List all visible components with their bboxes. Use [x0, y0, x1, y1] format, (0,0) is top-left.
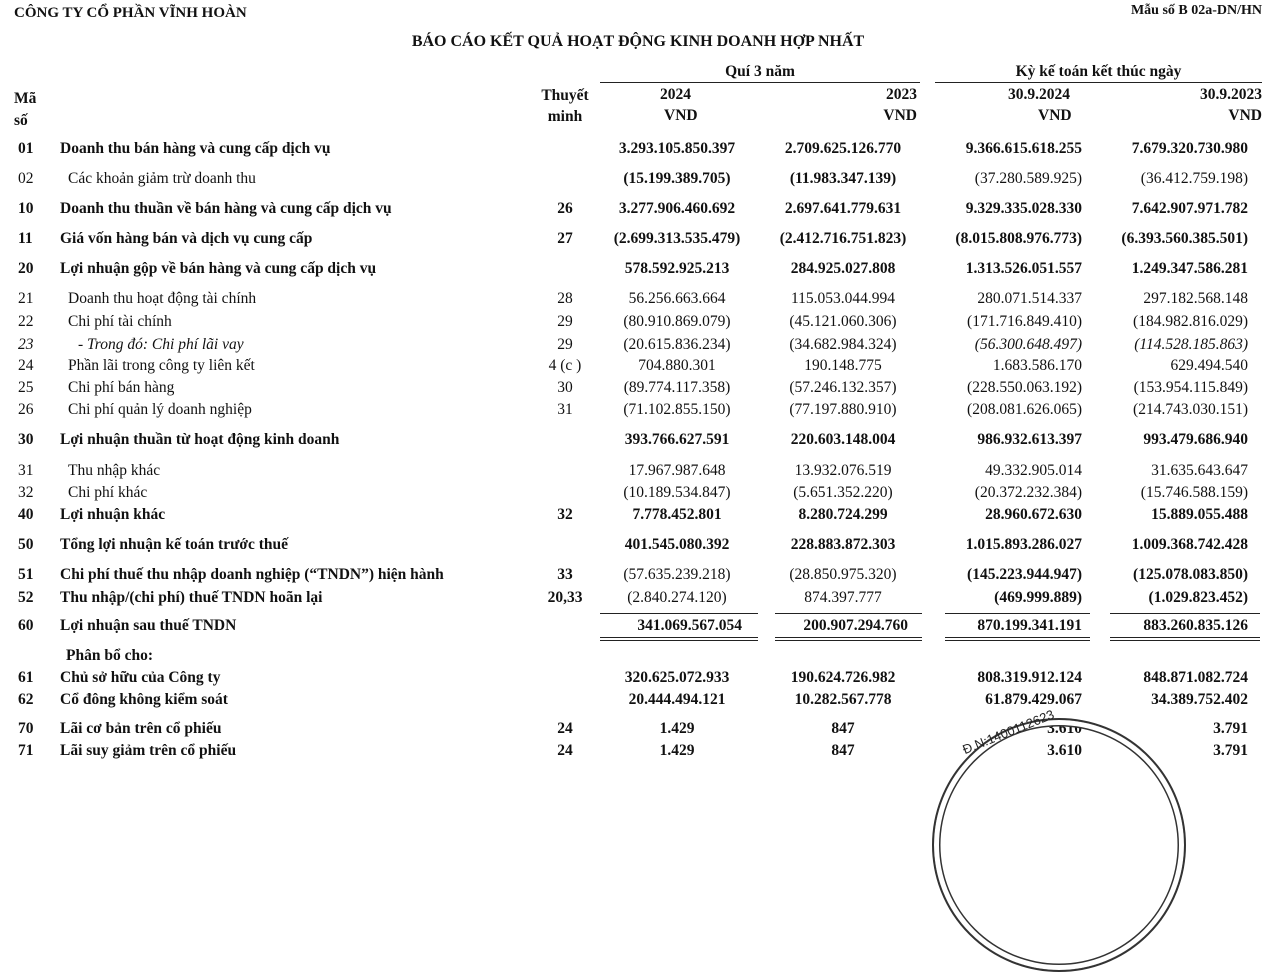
table-row — [0, 140, 1276, 162]
code-header-line1: Mã — [14, 90, 37, 107]
row-code: 01 — [18, 140, 34, 157]
value-q3-2023: 2.697.641.779.631 — [784, 200, 902, 217]
value-ytd-2024: 9.366.615.618.255 — [965, 140, 1082, 157]
value-ytd-2023: (36.412.759.198) — [1140, 170, 1248, 187]
value-ytd-2024: (56.300.648.497) — [974, 336, 1082, 353]
value-ytd-2023: 297.182.568.148 — [1143, 290, 1248, 307]
value-ytd-2023: 993.479.686.940 — [1143, 431, 1248, 448]
value-ytd-2023: (125.078.083.850) — [1133, 566, 1248, 583]
row-code: 32 — [18, 484, 34, 501]
table-row — [0, 230, 1276, 252]
value-ytd-2023: 31.635.643.647 — [1151, 462, 1248, 479]
col2-unit: VND — [883, 107, 917, 124]
value-ytd-2024: 3.610 — [1047, 720, 1082, 737]
value-ytd-2024: (8.015.808.976.773) — [955, 230, 1082, 247]
row-note: 27 — [557, 230, 573, 247]
value-ytd-2024: 808.319.912.124 — [977, 669, 1082, 686]
value-q3-2023: 190.148.775 — [804, 357, 882, 374]
value-q3-2024: (71.102.855.150) — [623, 401, 731, 418]
value-ytd-2023: (153.954.115.849) — [1133, 379, 1248, 396]
row-code: 50 — [18, 536, 34, 553]
row-code: 30 — [18, 431, 34, 448]
row-label: Chủ sở hữu của Công ty — [60, 669, 221, 686]
row-code: 02 — [18, 170, 34, 187]
value-ytd-2023: (1.029.823.452) — [1148, 589, 1248, 606]
row-label: Doanh thu thuần về bán hàng và cung cấp dịch vụ — [60, 200, 392, 217]
row-note: 29 — [557, 313, 573, 330]
table-row — [0, 617, 1276, 639]
row-note: 20,33 — [547, 589, 583, 606]
table-row — [0, 200, 1276, 222]
row-label: Giá vốn hàng bán và dịch vụ cung cấp — [60, 230, 313, 247]
value-ytd-2023: 7.679.320.730.980 — [1131, 140, 1248, 157]
value-q3-2023: 10.282.567.778 — [794, 691, 892, 708]
row-label: Lợi nhuận khác — [60, 506, 166, 523]
col3-header: 30.9.2024 — [1008, 86, 1070, 103]
row-label: Chi phí quản lý doanh nghiệp — [68, 401, 252, 418]
value-ytd-2024: 1.313.526.051.557 — [965, 260, 1082, 277]
group-underline-quarter — [600, 82, 920, 83]
table-row — [0, 290, 1276, 312]
row-code: 24 — [18, 357, 34, 374]
value-q3-2024: 3.293.105.850.397 — [618, 140, 736, 157]
row-code: 21 — [18, 290, 34, 307]
value-ytd-2024: 49.332.905.014 — [985, 462, 1082, 479]
value-q3-2024: (2.699.313.535.479) — [613, 230, 741, 247]
row-code: 40 — [18, 506, 34, 523]
row-code: 10 — [18, 200, 34, 217]
total-double-line-col4 — [1110, 637, 1260, 641]
value-q3-2024: 393.766.627.591 — [624, 431, 730, 448]
value-q3-2024: (10.189.534.847) — [623, 484, 731, 501]
table-row — [0, 260, 1276, 282]
row-label: Thu nhập/(chi phí) thuế TNDN hoãn lại — [60, 589, 323, 606]
row-code: 70 — [18, 720, 34, 737]
subtotal-line-col2 — [775, 613, 922, 614]
value-q3-2023: 2.709.625.126.770 — [784, 140, 902, 157]
total-double-line-col3 — [945, 637, 1090, 641]
value-ytd-2024: (20.372.232.384) — [974, 484, 1082, 501]
value-ytd-2023: 15.889.055.488 — [1151, 506, 1248, 523]
value-ytd-2024: (171.716.849.410) — [967, 313, 1082, 330]
table-row — [0, 647, 1276, 669]
value-q3-2024: 20.444.494.121 — [628, 691, 726, 708]
value-q3-2024: (80.910.869.079) — [623, 313, 731, 330]
table-row — [0, 669, 1276, 691]
row-label: Lãi cơ bản trên cổ phiếu — [60, 720, 222, 737]
value-q3-2023: (77.197.880.910) — [789, 401, 897, 418]
value-q3-2024: (57.635.239.218) — [623, 566, 731, 583]
value-q3-2023: 8.280.724.299 — [798, 506, 888, 523]
subtotal-line-col1 — [600, 613, 758, 614]
value-q3-2024: 320.625.072.933 — [624, 669, 730, 686]
group-header-period: Kỳ kế toán kết thúc ngày — [1015, 63, 1182, 80]
value-q3-2024: (20.615.836.234) — [623, 336, 731, 353]
value-ytd-2024: 28.960.672.630 — [985, 506, 1082, 523]
row-label: Thu nhập khác — [68, 462, 161, 479]
col4-unit: VND — [1228, 107, 1262, 124]
value-ytd-2024: (469.999.889) — [994, 589, 1082, 606]
col4-header: 30.9.2023 — [1200, 86, 1262, 103]
company-name: CÔNG TY CỔ PHẦN VĨNH HOÀN — [14, 5, 247, 21]
col2-header: 2023 — [886, 86, 917, 103]
table-row — [0, 589, 1276, 611]
value-ytd-2024: 280.071.514.337 — [977, 290, 1082, 307]
value-q3-2024: 578.592.925.213 — [624, 260, 730, 277]
value-q3-2023: 115.053.044.994 — [790, 290, 896, 307]
value-ytd-2024: (228.550.063.192) — [967, 379, 1082, 396]
note-header-line1: Thuyết — [541, 87, 589, 104]
value-q3-2024: 7.778.452.801 — [632, 506, 722, 523]
value-ytd-2024: 61.879.429.067 — [985, 691, 1082, 708]
value-q3-2023: (5.651.352.220) — [793, 484, 893, 501]
row-note: 31 — [557, 401, 573, 418]
row-label: Tổng lợi nhuận kế toán trước thuế — [60, 536, 289, 553]
value-q3-2024: 1.429 — [659, 720, 695, 737]
row-label: Chi phí thuế thu nhập doanh nghiệp (“TNDN”) hiện hành — [60, 566, 444, 583]
form-number: Mẫu số B 02a-DN/HN — [1130, 3, 1262, 18]
row-note: 24 — [557, 742, 573, 759]
value-q3-2023: 13.932.076.519 — [794, 462, 892, 479]
value-ytd-2024: 1.015.893.286.027 — [965, 536, 1082, 553]
table-row — [0, 462, 1276, 484]
company-seal-stamp — [932, 718, 1186, 972]
row-label: Lợi nhuận thuần từ hoạt động kinh doanh — [60, 431, 340, 448]
row-label: Lãi suy giảm trên cổ phiếu — [60, 742, 237, 759]
code-header-line2: số — [14, 112, 28, 129]
value-ytd-2024: 1.683.586.170 — [992, 357, 1082, 374]
row-note: 26 — [557, 200, 573, 217]
subtotal-line-col3 — [945, 613, 1090, 614]
row-note: 24 — [557, 720, 573, 737]
row-code: 23 — [18, 336, 34, 353]
value-q3-2023: 200.907.294.760 — [803, 617, 908, 634]
total-double-line-col2 — [775, 637, 922, 641]
row-code: 25 — [18, 379, 34, 396]
value-ytd-2023: (184.982.816.029) — [1133, 313, 1248, 330]
value-ytd-2023: (114.528.185.863) — [1134, 336, 1248, 353]
value-q3-2024: 3.277.906.460.692 — [618, 200, 736, 217]
row-note: 32 — [557, 506, 573, 523]
group-header-quarter: Quí 3 năm — [725, 63, 795, 80]
row-label: Chi phí khác — [68, 484, 148, 501]
row-note: 33 — [557, 566, 573, 583]
row-label: Cổ đông không kiểm soát — [60, 691, 228, 708]
value-q3-2024: 401.545.080.392 — [624, 536, 730, 553]
row-label: Phân bổ cho: — [66, 647, 153, 664]
value-q3-2023: (28.850.975.320) — [789, 566, 897, 583]
value-ytd-2023: (6.393.560.385.501) — [1121, 230, 1248, 247]
row-label: Lợi nhuận gộp về bán hàng và cung cấp dịch vụ — [60, 260, 377, 277]
row-note: 4 (c ) — [548, 357, 582, 374]
value-q3-2024: 704.880.301 — [638, 357, 716, 374]
value-ytd-2023: 7.642.907.971.782 — [1131, 200, 1248, 217]
table-row — [0, 357, 1276, 379]
row-code: 22 — [18, 313, 34, 330]
value-q3-2023: 220.603.148.004 — [790, 431, 896, 448]
value-ytd-2024: (208.081.626.065) — [967, 401, 1082, 418]
table-row — [0, 170, 1276, 192]
value-q3-2024: (2.840.274.120) — [627, 589, 727, 606]
value-ytd-2024: 9.329.335.028.330 — [965, 200, 1082, 217]
value-ytd-2023: (15.746.588.159) — [1140, 484, 1248, 501]
row-note: 29 — [557, 336, 573, 353]
table-row — [0, 566, 1276, 588]
col3-unit: VND — [1038, 107, 1072, 124]
row-code: 52 — [18, 589, 34, 606]
value-ytd-2023: 1.249.347.586.281 — [1131, 260, 1248, 277]
value-q3-2023: (45.121.060.306) — [789, 313, 897, 330]
value-q3-2023: 284.925.027.808 — [790, 260, 896, 277]
row-code: 11 — [18, 230, 33, 247]
value-ytd-2023: 883.260.835.126 — [1143, 617, 1248, 634]
table-row — [0, 431, 1276, 453]
row-label: Phần lãi trong công ty liên kết — [68, 357, 255, 374]
value-q3-2023: (2.412.716.751.823) — [779, 230, 907, 247]
row-label: Doanh thu hoạt động tài chính — [68, 290, 257, 307]
row-code: 31 — [18, 462, 34, 479]
value-ytd-2024: 3.610 — [1047, 742, 1082, 759]
value-q3-2024: 1.429 — [659, 742, 695, 759]
group-underline-period — [935, 82, 1262, 83]
row-code: 62 — [18, 691, 34, 708]
col1-header: 2024 — [660, 86, 691, 103]
value-ytd-2023: 34.389.752.402 — [1151, 691, 1248, 708]
row-code: 26 — [18, 401, 34, 418]
row-code: 20 — [18, 260, 34, 277]
value-ytd-2023: 3.791 — [1213, 742, 1248, 759]
stamp-text: Đ.N:1400112623 — [960, 706, 1057, 757]
value-ytd-2024: 986.932.613.397 — [977, 431, 1082, 448]
value-q3-2023: 847 — [831, 720, 855, 737]
value-ytd-2023: 629.494.540 — [1170, 357, 1248, 374]
row-code: 51 — [18, 566, 34, 583]
table-row — [0, 536, 1276, 558]
report-title: BÁO CÁO KẾT QUẢ HOẠT ĐỘNG KINH DOANH HỢP NHẤT — [411, 33, 865, 50]
value-q3-2024: (15.199.389.705) — [623, 170, 731, 187]
table-row — [0, 336, 1276, 358]
table-row — [0, 484, 1276, 506]
row-label: Doanh thu bán hàng và cung cấp dịch vụ — [60, 140, 331, 157]
table-row — [0, 506, 1276, 528]
row-code: 61 — [18, 669, 34, 686]
value-q3-2024: (89.774.117.358) — [623, 379, 731, 396]
value-q3-2023: (11.983.347.139) — [789, 170, 897, 187]
value-q3-2023: 190.624.726.982 — [790, 669, 896, 686]
table-row — [0, 401, 1276, 423]
row-label: Chi phí tài chính — [68, 313, 172, 330]
value-q3-2024: 341.069.567.054 — [637, 617, 742, 634]
col1-unit: VND — [664, 107, 698, 124]
row-label: Lợi nhuận sau thuế TNDN — [60, 617, 237, 634]
value-ytd-2023: (214.743.030.151) — [1133, 401, 1248, 418]
row-code: 60 — [18, 617, 34, 634]
value-q3-2023: 847 — [831, 742, 855, 759]
note-header-line2: minh — [547, 108, 583, 125]
table-row — [0, 691, 1276, 713]
value-q3-2023: 874.397.777 — [804, 589, 882, 606]
row-note: 30 — [557, 379, 573, 396]
row-code: 71 — [18, 742, 34, 759]
value-ytd-2024: 870.199.341.191 — [977, 617, 1082, 634]
value-q3-2023: (57.246.132.357) — [789, 379, 897, 396]
value-q3-2023: (34.682.984.324) — [789, 336, 897, 353]
row-label: Các khoản giảm trừ doanh thu — [68, 170, 256, 187]
row-label: - Trong đó: Chi phí lãi vay — [78, 336, 244, 353]
value-q3-2024: 17.967.987.648 — [628, 462, 726, 479]
value-ytd-2024: (145.223.944.947) — [967, 566, 1082, 583]
value-ytd-2023: 1.009.368.742.428 — [1131, 536, 1248, 553]
value-ytd-2024: (37.280.589.925) — [974, 170, 1082, 187]
row-note: 28 — [557, 290, 573, 307]
row-label: Chi phí bán hàng — [68, 379, 175, 396]
value-q3-2024: 56.256.663.664 — [628, 290, 726, 307]
value-ytd-2023: 848.871.082.724 — [1143, 669, 1248, 686]
total-double-line-col1 — [600, 637, 758, 641]
value-q3-2023: 228.883.872.303 — [790, 536, 896, 553]
table-row — [0, 379, 1276, 401]
value-ytd-2023: 3.791 — [1213, 720, 1248, 737]
table-row — [0, 313, 1276, 335]
subtotal-line-col4 — [1110, 613, 1260, 614]
